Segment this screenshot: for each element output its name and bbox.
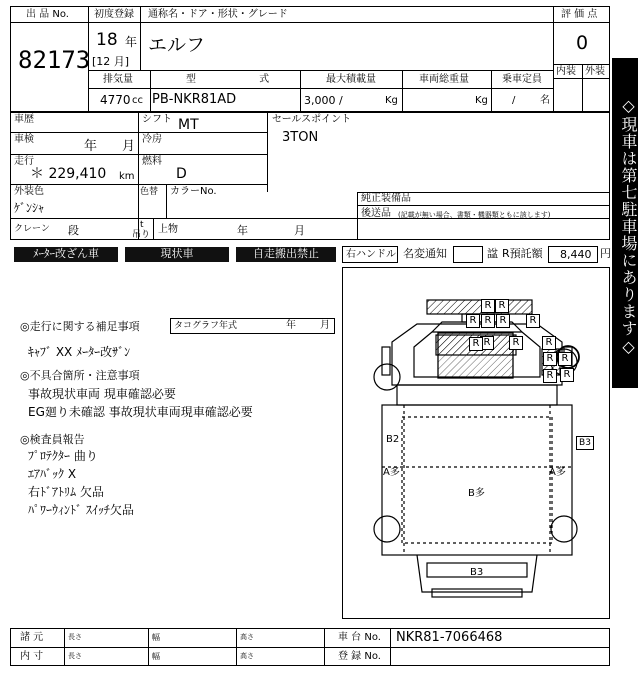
tacho-year-unit: 年 [286, 320, 296, 331]
damage-mark-r: R [543, 369, 557, 383]
fuel-label: 燃料 [142, 156, 162, 167]
first-reg-year-unit: 年 [125, 35, 138, 49]
first-reg-month: [12 月] [92, 55, 130, 68]
exterior-grade-label: 外装 [585, 66, 605, 77]
defect-note-2: EG廻り未確認 事故現状車両現車確認必要 [28, 405, 253, 419]
upper-year: 年 [237, 224, 248, 237]
first-reg-label: 初度登録 [94, 9, 134, 20]
tax-validity-label: R預託額 [502, 247, 543, 260]
name-change-box [453, 246, 483, 263]
report-note-3: 右ﾄﾞｱﾄﾘﾑ 欠品 [28, 485, 104, 499]
running-notes-title: ◎走行に関する補足事項 [20, 320, 140, 333]
color-code-label: カラーNo. [170, 186, 217, 197]
inner-height-label: 高さ [240, 652, 254, 660]
sales-point-label: セールスポイント [272, 114, 352, 125]
damage-mark-r: R [481, 299, 495, 313]
rhd-label: 右ハンドル [346, 249, 396, 260]
genuine-equipment-label: 純正装備品 [361, 193, 411, 204]
damage-a-left: A多 [383, 467, 400, 478]
width-label: 幅 [152, 633, 160, 642]
interior-grade-label: 内装 [556, 66, 576, 77]
report-note-2: ｴｱﾊﾞｯｸ X [28, 467, 77, 481]
aftermarket-note: (記載が無い場合、書類・機器類ともに該します) [398, 211, 551, 219]
inner-length-label: 長さ [68, 652, 82, 660]
fuel-value: D [176, 166, 187, 182]
damage-b2: B2 [386, 434, 400, 445]
inner-dims-label: 内 寸 [20, 651, 44, 662]
tax-label: 諡 [487, 247, 498, 260]
capacity-unit: 名 [540, 95, 550, 106]
odometer-tampered-badge: ﾒｰﾀｰ改ざん車 [14, 247, 118, 262]
damage-mark-r: R [543, 352, 557, 366]
as-is-badge: 現状車 [125, 247, 229, 262]
damage-mark-r: R [558, 352, 572, 366]
crane-stage: 段 [68, 224, 79, 237]
inspection-label: 車検 [14, 134, 34, 145]
mileage-label: 走行 [14, 156, 34, 167]
damage-b3-side: B3 [576, 436, 594, 450]
grade-score: 0 [576, 32, 589, 54]
shift-label: シフト [142, 114, 172, 125]
crane-hang: 吊り [132, 230, 151, 240]
location-banner: ◇現車は第七駐車場にあります◇ [612, 58, 638, 388]
report-note-1: ﾌﾟﾛﾃｸﾀｰ 曲り [28, 449, 98, 463]
upper-label: 上物 [158, 224, 178, 235]
no-self-drive-badge: 自走搬出禁止 [236, 247, 336, 262]
registration-label: 登 録 No. [338, 651, 381, 662]
tacho-label: タコグラフ年式 [174, 321, 238, 331]
gross-weight-unit: Kg [475, 95, 488, 106]
mileage-value: ＊ 229,410 [30, 166, 107, 182]
damage-mark-r: R [509, 336, 523, 350]
damage-mark-r: R [526, 314, 540, 328]
model-name: エルフ [148, 34, 206, 56]
height-label: 高さ [240, 633, 254, 641]
running-note-text: ｷｬﾌﾞ XX ﾒｰﾀｰ改ｻﾞﾝ [28, 345, 131, 359]
inspection-month-unit: 月 [122, 139, 136, 154]
model-name-label: 通称名・ドア・形状・グレード [148, 9, 288, 20]
grade-label: 評 価 点 [561, 9, 598, 20]
damage-mark-r: R [496, 314, 510, 328]
capacity-label: 乗車定員 [502, 74, 542, 85]
defects-title: ◎不具合箇所・注意事項 [20, 369, 140, 382]
report-note-4: ﾊﾟﾜｰｳｨﾝﾄﾞ ｽｲｯﾁ欠品 [28, 503, 134, 517]
damage-a-right: A多 [549, 467, 566, 478]
tacho-month-unit: 月 [320, 320, 330, 331]
lot-no-label: 出 品 No. [26, 9, 69, 20]
chassis-no: NKR81-7066468 [396, 630, 503, 645]
damage-mark-r: R [469, 337, 483, 351]
displacement-label: 排気量 [103, 74, 133, 85]
upper-month: 月 [294, 224, 305, 237]
max-load: 3,000 / [304, 94, 343, 107]
damage-mark-r: R [481, 314, 495, 328]
mileage-unit: km [119, 171, 135, 182]
chassis-label: 車 台 No. [338, 632, 381, 643]
max-load-unit: Kg [385, 95, 398, 106]
lot-no: 82173 [18, 46, 91, 74]
inner-width-label: 幅 [152, 652, 160, 661]
name-change-label: 名変通知 [403, 247, 447, 260]
history-label: 車歴 [14, 114, 34, 125]
damage-mark-r: R [480, 336, 494, 350]
gross-weight-label: 車両総重量 [419, 74, 469, 85]
damage-mark-r: R [542, 336, 556, 350]
displacement-unit: cc [132, 95, 143, 106]
model-code: PB-NKR81AD [152, 92, 237, 107]
yen-unit: 円 [600, 247, 611, 260]
color-change-label: 色替 [140, 187, 159, 197]
capacity-sep: / [512, 95, 516, 106]
damage-b-center: B多 [468, 488, 485, 499]
max-load-label: 最大積載量 [326, 74, 376, 85]
crane-t: t [140, 220, 144, 230]
crane-label: クレーン [14, 224, 50, 234]
damage-mark-r: R [466, 314, 480, 328]
tax-amount: 8,440 [560, 248, 592, 261]
first-reg-year: 18 [96, 30, 118, 50]
inspector-report-title: ◎検査員報告 [20, 433, 85, 446]
defect-note-1: 事故現状車両 現車確認必要 [28, 387, 176, 401]
sales-point: 3TON [282, 130, 319, 145]
displacement-value: 4770 [100, 93, 131, 107]
damage-b3-bottom: B3 [470, 567, 484, 578]
color-value: ｹﾞﾝｼｬ [14, 201, 45, 215]
inspection-year-unit: 年 [84, 139, 98, 154]
ac-label: 冷房 [142, 134, 162, 145]
length-label: 長さ [68, 633, 82, 641]
shift-value: MT [178, 117, 199, 133]
dims-label: 諸 元 [20, 632, 44, 643]
damage-mark-r: R [560, 368, 574, 382]
model-code-label: 型 式 [186, 74, 300, 85]
damage-mark-r: R [495, 299, 509, 313]
color-label: 外装色 [14, 186, 44, 197]
aftermarket-label: 後送品 [361, 208, 391, 219]
